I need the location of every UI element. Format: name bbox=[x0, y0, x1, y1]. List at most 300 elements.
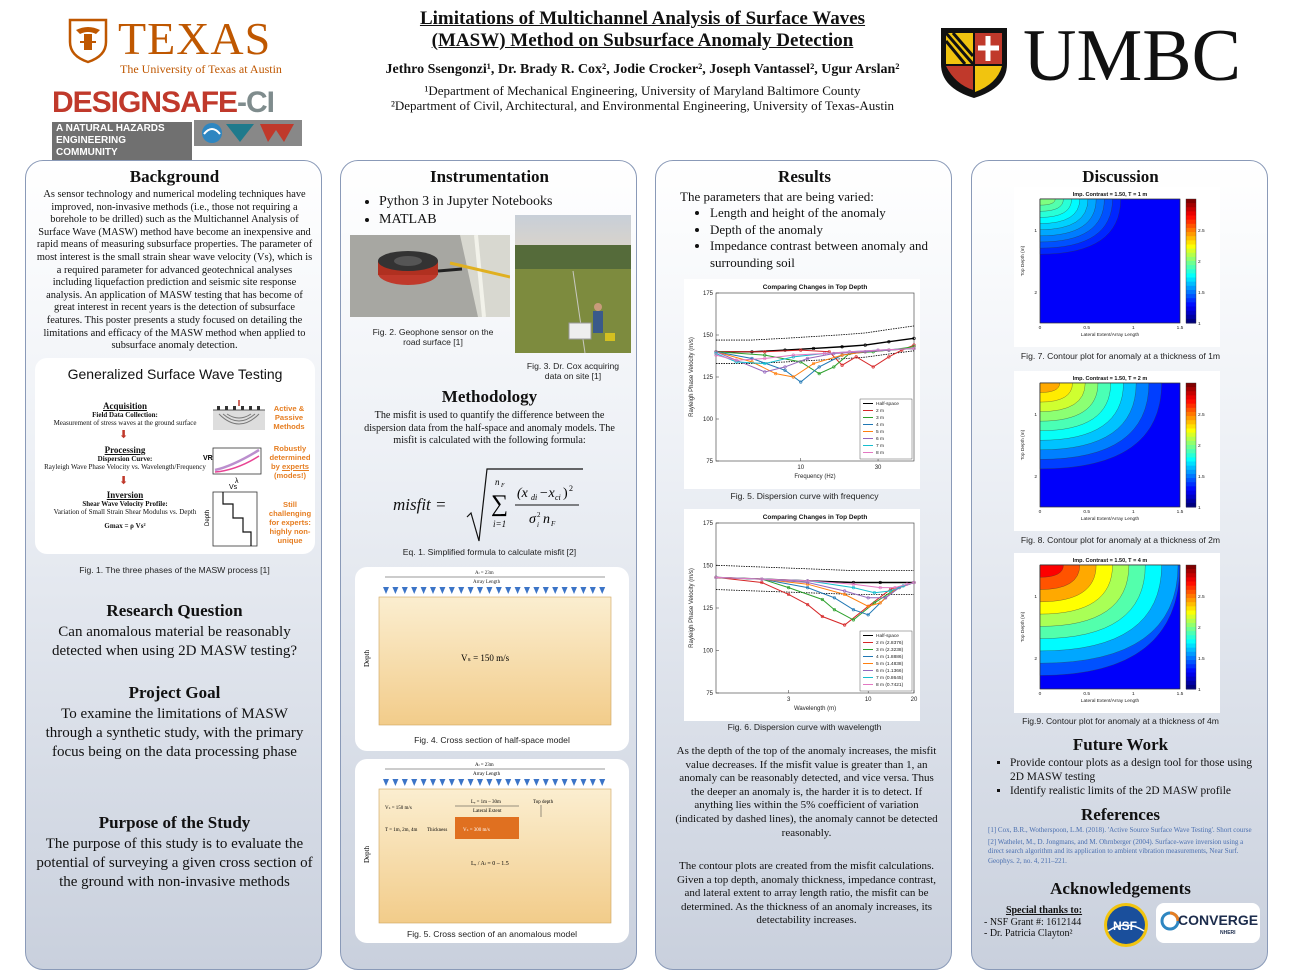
acquisition-note: Active & Passive Methods bbox=[273, 404, 305, 431]
colorbar-segment bbox=[1186, 606, 1196, 611]
colorbar-segment bbox=[1186, 224, 1196, 229]
thickness-label: Thickness bbox=[427, 828, 448, 833]
geophone-marker bbox=[543, 779, 549, 786]
svg-text:di: di bbox=[531, 493, 538, 502]
misfit-formula bbox=[393, 467, 593, 543]
processing-block: Processing Dispersion Curve: Rayleigh Wave Phase Velocity vs. Wavelength/Frequency bbox=[44, 445, 206, 471]
x-tick-label: 1 bbox=[1131, 510, 1135, 515]
legend-box bbox=[860, 631, 912, 691]
y-tick-label: 150 bbox=[702, 333, 713, 339]
methodology-text: The misfit is used to quantify the difference between the dispersion data from the half-space and anomaly models. The misfit is calculated with the following formula: bbox=[364, 410, 615, 447]
list-item: ▪ Provide contour plots as a design tool for those using 2D MASW testing bbox=[1010, 756, 1260, 784]
colorbar-tick-label: 2 bbox=[1198, 444, 1201, 449]
colorbar-segment bbox=[1186, 586, 1196, 591]
colorbar-segment bbox=[1186, 681, 1196, 686]
y-tick-label: 1 bbox=[1034, 413, 1037, 418]
legend-entry: 7 m (0.8645) bbox=[876, 676, 904, 681]
colorbar-segment bbox=[1186, 449, 1196, 454]
colorbar-segment bbox=[1186, 261, 1196, 266]
converge-mark-icon bbox=[1160, 911, 1180, 931]
colorbar-segment bbox=[1186, 490, 1196, 495]
geophone-marker bbox=[533, 587, 539, 594]
colorbar-segment bbox=[1186, 387, 1196, 392]
svg-text:i=1: i=1 bbox=[493, 519, 507, 529]
converge-logo bbox=[1156, 903, 1260, 943]
half-space-model-diagram bbox=[355, 567, 629, 727]
column-instrumentation bbox=[340, 160, 637, 970]
x-tick-label: 1.5 bbox=[1176, 692, 1184, 697]
colorbar-segment bbox=[1186, 619, 1196, 624]
geophone-marker bbox=[580, 587, 586, 594]
inversion-block: Inversion Shear Wave Velocity Profile: Variation of Small Strain Shear Modulus vs. Depth Gmax = ρ Vs² bbox=[53, 490, 197, 530]
colorbar-segment bbox=[1186, 453, 1196, 458]
colorbar-tick-label: 1 bbox=[1198, 322, 1201, 327]
colorbar-segment bbox=[1186, 598, 1196, 603]
longhorn-seal-icon bbox=[66, 16, 110, 64]
texas-subtitle: The University of Texas at Austin bbox=[120, 62, 282, 76]
colorbar-segment bbox=[1186, 257, 1196, 262]
colorbar-segment bbox=[1186, 462, 1196, 467]
x-tick-label: 10 bbox=[797, 465, 805, 471]
svg-text:(x: (x bbox=[517, 486, 528, 501]
colorbar-segment bbox=[1186, 677, 1196, 682]
colorbar-tick-label: 1 bbox=[1198, 688, 1201, 693]
nheri-mark: NHERI bbox=[1220, 930, 1236, 936]
fig5-results-caption: Fig. 5. Dispersion curve with frequency bbox=[730, 491, 879, 501]
y-tick-label: 100 bbox=[702, 417, 713, 423]
x-tick-label: 1.5 bbox=[1176, 510, 1184, 515]
geophone-marker bbox=[421, 587, 427, 594]
colorbar-segment bbox=[1186, 577, 1196, 582]
colorbar-segment bbox=[1186, 269, 1196, 274]
geophone-marker bbox=[486, 587, 492, 594]
colorbar-segment bbox=[1186, 573, 1196, 578]
colorbar-segment bbox=[1186, 228, 1196, 233]
legend-entry: 3 m bbox=[876, 416, 884, 421]
colorbar-segment bbox=[1186, 420, 1196, 425]
list-item: • Length and height of the anomaly bbox=[710, 205, 946, 222]
x-tick-label: 0 bbox=[1038, 692, 1042, 697]
geophone-marker bbox=[590, 587, 596, 594]
svg-text:i: i bbox=[537, 521, 539, 529]
colorbar-segment bbox=[1186, 565, 1196, 570]
results-para1: As the depth of the top of the anomaly increases, the misfit value decreases. If the misfit value is greater than 1, an anomaly can be reasonably detected, and vice versa. Thus the deeper an anomaly is, the harder it is to detect. If anything lies within the 5% coefficient of variation (indicated by dashed lines), the anomaly cannot be detected reasonably. bbox=[675, 745, 938, 839]
x-tick-label: 0 bbox=[1038, 510, 1042, 515]
eq1-caption: Eq. 1. Simplified formula to calculate misfit [2] bbox=[402, 547, 577, 557]
colorbar-segment bbox=[1186, 211, 1196, 216]
extent-ratio: Lₑ / Aₗ = 0 – 1.5 bbox=[471, 861, 509, 867]
legend-entry: 4 m bbox=[876, 423, 884, 428]
research-text: Can anomalous material be reasonably detected when using 2D MASW testing? bbox=[51, 624, 298, 659]
x-axis-label: Lateral Extent/Array Length bbox=[1080, 699, 1140, 704]
colorbar-segment bbox=[1186, 635, 1196, 640]
lambda-label: λ bbox=[235, 478, 239, 485]
colorbar-segment bbox=[1186, 249, 1196, 254]
geophone-marker bbox=[449, 779, 455, 786]
top-depth-label: Top depth bbox=[533, 800, 554, 805]
geophone-marker bbox=[477, 587, 483, 594]
colorbar-tick-label: 2 bbox=[1198, 260, 1201, 265]
dispersion-frequency-chart bbox=[684, 279, 920, 489]
svg-text:2: 2 bbox=[569, 484, 573, 493]
colorbar-segment bbox=[1186, 474, 1196, 479]
geophone-marker bbox=[524, 587, 530, 594]
x-axis-label: Lateral Extent/Array Length bbox=[1080, 517, 1140, 522]
ack-text: Special thanks to: - NSF Grant #: 1612144 - Dr. Patricia Clayton² bbox=[984, 905, 1083, 940]
contour-plot-t4 bbox=[1014, 553, 1220, 713]
colorbar-segment bbox=[1186, 412, 1196, 417]
legend-entry: 8 m bbox=[876, 451, 884, 456]
colorbar-segment bbox=[1186, 290, 1196, 295]
colorbar-segment bbox=[1186, 441, 1196, 446]
texas-wordmark: TEXAS bbox=[118, 13, 272, 64]
svg-text:−x: −x bbox=[539, 486, 555, 501]
chart-title: Imp. Contrast = 1.50, T = 1 m bbox=[1072, 192, 1148, 198]
umbc-wordmark: UMBC bbox=[1023, 15, 1241, 97]
y-tick-label: 100 bbox=[702, 648, 713, 655]
results-heading: Results bbox=[778, 167, 831, 186]
geophone-marker bbox=[552, 779, 558, 786]
colorbar-segment bbox=[1186, 499, 1196, 504]
y-tick-label: 2 bbox=[1034, 475, 1037, 480]
geophone-photo bbox=[350, 235, 510, 317]
processing-note: Robustly determined by experts (modes!) bbox=[269, 444, 311, 480]
colorbar-segment bbox=[1186, 400, 1196, 405]
array-length-value: Aₗ = 23m bbox=[475, 571, 494, 576]
y-tick-label: 75 bbox=[706, 691, 713, 697]
geophone-marker bbox=[505, 779, 511, 786]
anomaly-vs: Vₛ = 300 m/s bbox=[463, 828, 490, 833]
background-text: As sensor technology and numerical modeling techniques have improved, non-invasive methods (i.e., those not requiring a borehole to be drilled) such as the Multichannel Analysis of Surface Wave (MASW) method have become an inexpensive and rapid means of measuring subsurface properties. The parameter of most interest is the small strain shear wave velocity (Vs), which is a required parameter for advanced geotechnical analyses including liquefaction prediction and seismic site response analysis. An application of MASW testing that has become of great interest in recent years is the detection of subsurface features. This poster presents a study focused on detailing the limitations and efficacy of the MASW method when applied to subsurface anomaly detection. bbox=[36, 189, 313, 352]
geophone-marker bbox=[533, 779, 539, 786]
geophone-marker bbox=[599, 587, 605, 594]
results-intro: The parameters that are being varied: bbox=[680, 189, 874, 204]
list-item: ▪ Identify realistic limits of the 2D MASW profile bbox=[1010, 784, 1260, 798]
svg-text:∑: ∑ bbox=[491, 491, 509, 517]
geophone-marker bbox=[543, 587, 549, 594]
nsf-text: NSF bbox=[1113, 919, 1137, 933]
geophone-marker bbox=[515, 587, 521, 594]
soil-vs: Vₛ = 150 m/s bbox=[385, 806, 412, 811]
colorbar-segment bbox=[1186, 590, 1196, 595]
geophone-marker bbox=[402, 779, 408, 786]
depth-label: Depth bbox=[205, 509, 211, 526]
dispersion-wavelength-chart bbox=[684, 509, 920, 721]
half-space-vs: Vₛ = 150 m/s bbox=[461, 653, 510, 663]
contour-plot-t2 bbox=[1014, 371, 1220, 531]
research-heading: Research Question bbox=[106, 601, 243, 620]
colorbar-segment bbox=[1186, 416, 1196, 421]
geophone-marker bbox=[505, 587, 511, 594]
colorbar-segment bbox=[1186, 311, 1196, 316]
column-results bbox=[655, 160, 952, 970]
geophone-marker bbox=[599, 779, 605, 786]
colorbar-segment bbox=[1186, 282, 1196, 287]
colorbar-segment bbox=[1186, 220, 1196, 225]
x-tick-label: 30 bbox=[874, 465, 882, 471]
colorbar-segment bbox=[1186, 294, 1196, 299]
depth-axis-label: Depth bbox=[363, 649, 371, 667]
formula-lhs: misfit = bbox=[393, 495, 447, 514]
colorbar-segment bbox=[1186, 203, 1196, 208]
list-item: • MATLAB bbox=[379, 211, 627, 229]
geophone-marker bbox=[392, 779, 398, 786]
geophone-marker bbox=[496, 587, 502, 594]
colorbar-segment bbox=[1186, 660, 1196, 665]
colorbar-segment bbox=[1186, 240, 1196, 245]
svg-text:F: F bbox=[501, 483, 505, 489]
results-list bbox=[688, 205, 946, 271]
geophone-marker bbox=[562, 779, 568, 786]
colorbar-segment bbox=[1186, 286, 1196, 291]
geophone-marker bbox=[562, 587, 568, 594]
colorbar-segment bbox=[1186, 391, 1196, 396]
legend-entry: 3 m (2.3238) bbox=[876, 648, 904, 653]
geophone-marker bbox=[580, 779, 586, 786]
geophone-marker bbox=[392, 587, 398, 594]
discussion-heading: Discussion bbox=[1082, 167, 1159, 186]
colorbar-segment bbox=[1186, 383, 1196, 388]
fig4-caption: Fig. 4. Cross section of half-space model bbox=[414, 735, 570, 745]
inversion-note: Still challenging for experts: highly non-unique bbox=[268, 500, 312, 545]
colorbar-segment bbox=[1186, 495, 1196, 500]
legend-entry: 5 m (1.4838) bbox=[876, 662, 904, 667]
x-tick-label: 0.5 bbox=[1083, 692, 1091, 697]
colorbar-segment bbox=[1186, 428, 1196, 433]
colorbar-segment bbox=[1186, 278, 1196, 283]
y-tick-label: 1 bbox=[1034, 595, 1037, 600]
colorbar-segment bbox=[1186, 594, 1196, 599]
geophone-marker bbox=[430, 587, 436, 594]
array-length-label: Array Length bbox=[473, 580, 501, 585]
colorbar-segment bbox=[1186, 631, 1196, 636]
colorbar-segment bbox=[1186, 672, 1196, 677]
background-heading: Background bbox=[129, 167, 220, 186]
authors: Jethro Ssengonzi¹, Dr. Brady R. Cox², Jodie Crocker², Joseph Vantassel², Ugur Arslan² bbox=[385, 62, 900, 77]
y-tick-label: 75 bbox=[706, 459, 713, 465]
y-axis-label: Rayleigh Phase Velocity (m/s) bbox=[689, 568, 695, 648]
y-axis-label: Top Depth (m) bbox=[1021, 245, 1026, 277]
colorbar-segment bbox=[1186, 615, 1196, 620]
svg-text:σ: σ bbox=[529, 512, 536, 527]
colorbar-segment bbox=[1186, 236, 1196, 241]
dispersion-curve-icon bbox=[203, 446, 265, 486]
legend-entry: 6 m (1.1366) bbox=[876, 669, 904, 674]
colorbar-segment bbox=[1186, 244, 1196, 249]
y-tick-label: 175 bbox=[702, 521, 713, 527]
references-list bbox=[988, 826, 1258, 866]
colorbar-tick-label: 2.5 bbox=[1198, 229, 1205, 234]
array-length-label: Array Length bbox=[473, 772, 501, 777]
geophone-marker bbox=[477, 779, 483, 786]
fig6-caption: Fig. 6. Dispersion curve with wavelength bbox=[727, 722, 882, 732]
geophone-marker bbox=[458, 779, 464, 786]
fig5-caption: Fig. 5. Cross section of an anomalous model bbox=[406, 929, 578, 939]
geophone-marker bbox=[411, 587, 417, 594]
umbc-shield-icon bbox=[937, 24, 1011, 100]
depth-axis-label: Depth bbox=[363, 845, 371, 863]
svg-text:): ) bbox=[563, 486, 568, 501]
colorbar-segment bbox=[1186, 582, 1196, 587]
colorbar-segment bbox=[1186, 408, 1196, 413]
arrow-down-icon: ⬇ bbox=[119, 475, 129, 487]
colorbar-segment bbox=[1186, 298, 1196, 303]
y-tick-label: 1 bbox=[1034, 229, 1037, 234]
colorbar-segment bbox=[1186, 273, 1196, 278]
ack-heading: Acknowledgements bbox=[1050, 879, 1191, 898]
field-site-photo bbox=[515, 215, 631, 353]
chart-title: Comparing Changes in Top Depth bbox=[762, 284, 868, 291]
svg-text:n: n bbox=[495, 477, 500, 487]
colorbar-segment bbox=[1186, 482, 1196, 487]
vs-label: Vs bbox=[229, 484, 238, 491]
designsafe-band: A NATURAL HAZARDS ENGINEERING COMMUNITY bbox=[52, 122, 192, 160]
y-tick-label: 175 bbox=[702, 291, 713, 297]
x-axis-label: Frequency (Hz) bbox=[794, 474, 836, 480]
goal-heading: Project Goal bbox=[128, 683, 221, 702]
y-tick-label: 125 bbox=[702, 375, 713, 381]
colorbar-segment bbox=[1186, 623, 1196, 628]
designsafe-wordmark: DESIGNSAFE-CI bbox=[52, 86, 275, 119]
future-list bbox=[998, 756, 1260, 798]
colorbar-segment bbox=[1186, 644, 1196, 649]
colorbar-segment bbox=[1186, 627, 1196, 632]
geophone-marker bbox=[439, 779, 445, 786]
converge-wordmark: CONVERGE bbox=[1178, 912, 1259, 928]
chart-title: Comparing Changes in Top Depth bbox=[762, 514, 868, 521]
colorbar-segment bbox=[1186, 199, 1196, 204]
colorbar-tick-label: 1.5 bbox=[1198, 475, 1205, 480]
colorbar-segment bbox=[1186, 466, 1196, 471]
colorbar-segment bbox=[1186, 265, 1196, 270]
colorbar-segment bbox=[1186, 639, 1196, 644]
geophone-array-icon bbox=[213, 398, 265, 430]
colorbar-segment bbox=[1186, 486, 1196, 491]
geophone-marker bbox=[486, 779, 492, 786]
colorbar-segment bbox=[1186, 610, 1196, 615]
colorbar-tick-label: 1 bbox=[1198, 506, 1201, 511]
colorbar-segment bbox=[1186, 445, 1196, 450]
list-item: • Impedance contrast between anomaly and surrounding soil bbox=[710, 238, 946, 271]
legend-entry: Half-space bbox=[876, 634, 899, 639]
list-item: • Depth of the anomaly bbox=[710, 222, 946, 239]
vs-profile-icon bbox=[203, 482, 265, 550]
geophone-marker bbox=[590, 779, 596, 786]
geophone-marker bbox=[439, 587, 445, 594]
fig8-caption: Fig. 8. Contour plot for anomaly at a thickness of 2m bbox=[1020, 535, 1221, 545]
geophone-marker bbox=[411, 779, 417, 786]
reference-item: [1] Cox, B.R., Wotherspoon, L.M. (2018). 'Active Source Surface Wave Testing'. Short course bbox=[988, 826, 1252, 834]
x-tick-label: 20 bbox=[910, 697, 918, 703]
array-length-value: Aₗ = 23m bbox=[475, 763, 494, 768]
legend-entry: 6 m bbox=[876, 437, 884, 442]
geophone-marker bbox=[496, 779, 502, 786]
masw-process-panel bbox=[35, 358, 315, 554]
arrow-down-icon: ⬇ bbox=[119, 429, 129, 441]
methodology-heading: Methodology bbox=[441, 387, 538, 406]
svg-text:ci: ci bbox=[555, 493, 561, 502]
legend-entry: Half-space bbox=[876, 402, 899, 407]
vr-label: VR bbox=[203, 455, 213, 462]
colorbar-segment bbox=[1186, 470, 1196, 475]
geophone-marker bbox=[571, 779, 577, 786]
reference-item: [2] Wathelet, M., D. Jongmans, and M. Ohrnberger (2004). Surface-wave inversion using a direct search algorithm and its application to ambient vibration measurements, Near Surf. Geophys. 2, no. 4, 211–221. bbox=[988, 837, 1244, 865]
ut-austin-logo bbox=[62, 12, 302, 82]
x-tick-label: 0.5 bbox=[1083, 510, 1091, 515]
geophone-marker bbox=[383, 587, 389, 594]
poster-header bbox=[0, 0, 1295, 158]
umbc-logo bbox=[935, 15, 1280, 108]
future-heading: Future Work bbox=[1072, 735, 1169, 754]
geophone-marker bbox=[430, 779, 436, 786]
x-tick-label: 0 bbox=[1038, 326, 1042, 331]
colorbar-segment bbox=[1186, 668, 1196, 673]
colorbar-tick-label: 1.5 bbox=[1198, 291, 1205, 296]
geophone-marker bbox=[383, 779, 389, 786]
title-block bbox=[330, 8, 955, 113]
legend-entry: 2 m bbox=[876, 409, 884, 414]
acquisition-block: Acquisition Field Data Collection: Measurement of stress waves at the ground surface bbox=[53, 401, 197, 427]
column-discussion bbox=[971, 160, 1268, 970]
chart-title: Imp. Contrast = 1.50, T = 2 m bbox=[1072, 376, 1148, 382]
y-axis-label: Rayleigh Phase Velocity (m/s) bbox=[689, 337, 695, 417]
legend-box bbox=[860, 399, 912, 459]
geophone-marker bbox=[449, 587, 455, 594]
colorbar-tick-label: 2 bbox=[1198, 626, 1201, 631]
contour-plot-t1 bbox=[1014, 187, 1220, 347]
colorbar-segment bbox=[1186, 207, 1196, 212]
legend-entry: 7 m bbox=[876, 444, 884, 449]
x-tick-label: 3 bbox=[786, 697, 791, 703]
colorbar-segment bbox=[1186, 664, 1196, 669]
x-axis-label: Lateral Extent/Array Length bbox=[1080, 333, 1140, 338]
fig7-caption: Fig. 7. Contour plot for anomaly at a thickness of 1m bbox=[1020, 351, 1221, 361]
references-heading: References bbox=[1081, 805, 1160, 824]
colorbar-segment bbox=[1186, 315, 1196, 320]
colorbar-segment bbox=[1186, 253, 1196, 258]
colorbar-segment bbox=[1186, 656, 1196, 661]
colorbar-tick-label: 2.5 bbox=[1198, 413, 1205, 418]
colorbar-segment bbox=[1186, 569, 1196, 574]
legend-entry: 2 m (2.8376) bbox=[876, 641, 904, 646]
fig3-caption: Fig. 3. Dr. Cox acquiring data on site [1] bbox=[526, 361, 620, 381]
nsf-logo-icon bbox=[1102, 901, 1150, 949]
x-tick-label: 1.5 bbox=[1176, 326, 1184, 331]
legend-entry: 8 m (0.7421) bbox=[876, 683, 904, 688]
formula-icon bbox=[465, 467, 585, 543]
x-axis-label: Wavelength (m) bbox=[793, 706, 837, 712]
poster-title: Limitations of Multichannel Analysis of Surface Waves (MASW) Method on Subsurface Anomaly Detection bbox=[419, 8, 866, 51]
colorbar-segment bbox=[1186, 602, 1196, 607]
geophone-marker bbox=[552, 587, 558, 594]
y-axis-label: Top Depth (m) bbox=[1021, 611, 1026, 643]
colorbar-segment bbox=[1186, 216, 1196, 221]
goal-text: To examine the limitations of MASW through a synthetic study, with the primary focus being on the data processing phase bbox=[45, 706, 304, 760]
colorbar-segment bbox=[1186, 437, 1196, 442]
x-tick-label: 1 bbox=[1131, 692, 1135, 697]
colorbar-segment bbox=[1186, 404, 1196, 409]
column-background bbox=[25, 160, 322, 970]
geophone-marker bbox=[515, 779, 521, 786]
list-item: • Python 3 in Jupyter Notebooks bbox=[379, 193, 627, 211]
svg-text:n: n bbox=[543, 512, 550, 527]
panel-title: Generalized Surface Wave Testing bbox=[67, 366, 283, 382]
colorbar-segment bbox=[1186, 433, 1196, 438]
svg-text:2: 2 bbox=[537, 511, 541, 519]
x-tick-label: 0.5 bbox=[1083, 326, 1091, 331]
fig2-caption: Fig. 2. Geophone sensor on the road surface [1] bbox=[372, 327, 494, 347]
designsafe-logo bbox=[52, 86, 302, 158]
